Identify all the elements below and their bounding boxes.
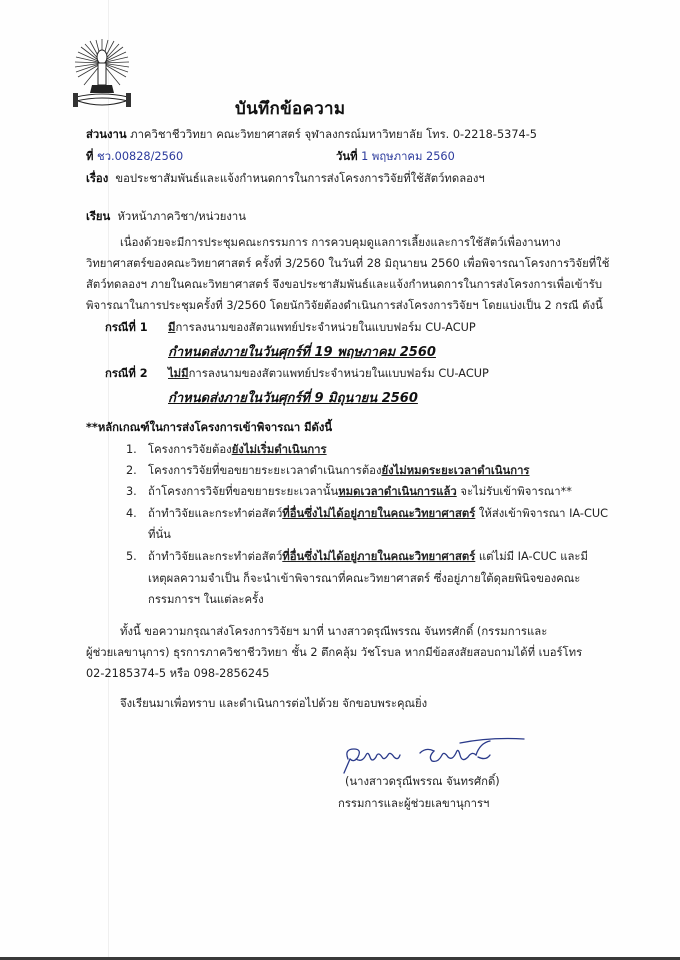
criteria-item-3: [126, 482, 572, 502]
criteria-item-5-number: 5.: [126, 550, 137, 563]
criteria-item-5-text: ถ้าทำวิจัยและกระทำต่อสัตว์: [148, 550, 283, 563]
page-fold-line: [108, 0, 109, 957]
criteria-item-1-number: 1.: [126, 443, 137, 456]
ref-value: ชว.00828/2560: [97, 150, 184, 163]
case-1-deadline: กำหนดส่งภายในวันศุกร์ที่ 19 พฤษภาคม 2560: [168, 345, 436, 360]
department-label: ส่วนงาน: [86, 128, 127, 141]
case-1-label: กรณีที่ 1: [105, 321, 148, 334]
criteria-item-1-text: โครงการวิจัยต้อง: [148, 443, 232, 456]
criteria-item-2-text: โครงการวิจัยที่ขอขยายระยะเวลาดำเนินการต้อง: [148, 464, 382, 477]
criteria-item-4-suffix: ให้ส่งเข้าพิจารณา IA-CUC: [475, 507, 609, 520]
case-2-description: การลงนามของสัตวแพทย์ประจำหน่วยในแบบฟอร์ม CU-ACUP: [188, 367, 489, 380]
criteria-item-4-emphasis: ที่อื่นซึ่งไม่ได้อยู่ภายในคณะวิทยาศาสตร์: [282, 507, 476, 520]
criteria-item-5-continuation-2: กรรมการฯ ในแต่ละครั้ง: [148, 593, 264, 606]
recipient-label: เรียน: [86, 210, 111, 223]
criteria-item-3-emphasis: หมดเวลาดำเนินการแล้ว: [338, 485, 457, 498]
signatory-name: (นางสาวดรุณีพรรณ จันทรศักดิ์): [345, 775, 500, 788]
intro-line-1: เนื่องด้วยจะมีการประชุมคณะกรรมการ การควบคุมดูแลการเลี้ยงและการใช้สัตว์เพื่องานทาง: [120, 236, 561, 249]
ref-label: ที่: [86, 150, 94, 163]
department-value: ภาควิชาชีววิทยา คณะวิทยาศาสตร์ จุฬาลงกรณ์มหาวิทยาลัย โทร. 0-2218-5374-5: [130, 128, 537, 141]
case-1-emphasis: มี: [168, 321, 176, 334]
criteria-item-4-text: ถ้าทำวิจัยและกระทำต่อสัตว์: [148, 507, 283, 520]
criteria-item-2-number: 2.: [126, 464, 137, 477]
intro-line-3: สัตว์ทดลองฯ ภายในคณะวิทยาศาสตร์ จึงขอประชาสัมพันธ์และแจ้งกำหนดการในการส่งโครงการเพื่อเข้ารับ: [86, 278, 603, 291]
date-label: วันที่: [336, 150, 358, 163]
subject-value: ขอประชาสัมพันธ์และแจ้งกำหนดการในการส่งโครงการวิจัยที่ใช้สัตว์ทดลองฯ: [115, 172, 485, 185]
criteria-item-1-emphasis: ยังไม่เริ่มดำเนินการ: [231, 443, 327, 456]
recipient-row: [86, 207, 246, 225]
closing-line: จึงเรียนมาเพื่อทราบ และดำเนินการต่อไปด้วย จักขอบพระคุณยิ่ง: [120, 697, 428, 710]
ref-row: [86, 147, 183, 165]
memo-title: บันทึกข้อความ: [235, 99, 346, 119]
criteria-item-2-emphasis: ยังไม่หมดระยะเวลาดำเนินการ: [381, 464, 530, 477]
department-row: [86, 125, 537, 143]
case-1-text: [168, 318, 476, 338]
subject-label: เรื่อง: [86, 172, 109, 185]
date-value: 1 พฤษภาคม 2560: [361, 150, 455, 163]
criteria-item-5-suffix: แต่ไม่มี IA-CUC และมี: [475, 550, 588, 563]
criteria-item-4-continuation: ที่นั่น: [148, 528, 171, 541]
case-2-label: กรณีที่ 2: [105, 367, 148, 380]
intro-line-4: พิจารณาในการประชุมครั้งที่ 3/2560 โดยนักวิจัยต้องดำเนินการส่งโครงการวิจัยฯ โดยแบ่งเป็น 2 กรณี ดังนี้: [86, 299, 603, 312]
case-2-deadline: กำหนดส่งภายในวันศุกร์ที่ 9 มิถุนายน 2560: [168, 391, 418, 406]
criteria-item-4-number: 4.: [126, 507, 137, 520]
intro-line-2: วิทยาศาสตร์ของคณะวิทยาศาสตร์ ครั้งที่ 3/2560 ในวันที่ 28 มิถุนายน 2560 เพื่อพิจารณาโครงการวิจัยที่ใช้: [86, 257, 610, 270]
criteria-item-5: [126, 547, 588, 567]
criteria-item-3-suffix: จะไม่รับเข้าพิจารณา**: [456, 485, 572, 498]
criteria-item-5-emphasis: ที่อื่นซึ่งไม่ได้อยู่ภายในคณะวิทยาศาสตร์: [282, 550, 476, 563]
contact-line-2: ผู้ช่วยเลขานุการ) ธุรการภาควิชาชีววิทยา ชั้น 2 ตึกคลุ้ม วัชโรบล หากมีข้อสงสัยสอบถามได้ที่ เบอร์โทร: [86, 646, 583, 659]
criteria-item-1: [126, 440, 327, 460]
case-1-description: การลงนามของสัตวแพทย์ประจำหน่วยในแบบฟอร์ม CU-ACUP: [175, 321, 476, 334]
criteria-item-4: [126, 504, 608, 524]
criteria-item-5-continuation-1: เหตุผลความจำเป็น ก็จะนำเข้าพิจารณาที่คณะวิทยาศาสตร์ ซึ่งอยู่ภายใต้ดุลยพินิจของคณะ: [148, 572, 581, 585]
contact-line-1: ทั้งนี้ ขอความกรุณาส่งโครงการวิจัยฯ มาที่ นางสาวดรุณีพรรณ จันทรศักดิ์ (กรรมการและ: [120, 625, 548, 638]
date-row: [336, 147, 455, 165]
university-emblem-icon: [62, 35, 142, 110]
criteria-item-2: [126, 461, 530, 481]
criteria-item-3-text: ถ้าโครงการวิจัยที่ขอขยายระยะเวลานั้น: [148, 485, 339, 498]
criteria-heading: **หลักเกณฑ์ในการส่งโครงการเข้าพิจารณา มีดังนี้: [86, 421, 333, 434]
case-2: [105, 364, 148, 384]
recipient-value: หัวหน้าภาควิชา/หน่วยงาน: [117, 210, 246, 223]
criteria-item-3-number: 3.: [126, 485, 137, 498]
case-2-text: [168, 364, 489, 384]
case-2-emphasis: ไม่มี: [168, 367, 189, 380]
handwritten-signature-icon: [340, 735, 525, 775]
signatory-position: กรรมการและผู้ช่วยเลขานุการฯ: [338, 797, 490, 810]
subject-row: [86, 169, 485, 187]
contact-line-3: 02-2185374-5 หรือ 098-2856245: [86, 667, 270, 680]
case-1: [105, 318, 148, 338]
